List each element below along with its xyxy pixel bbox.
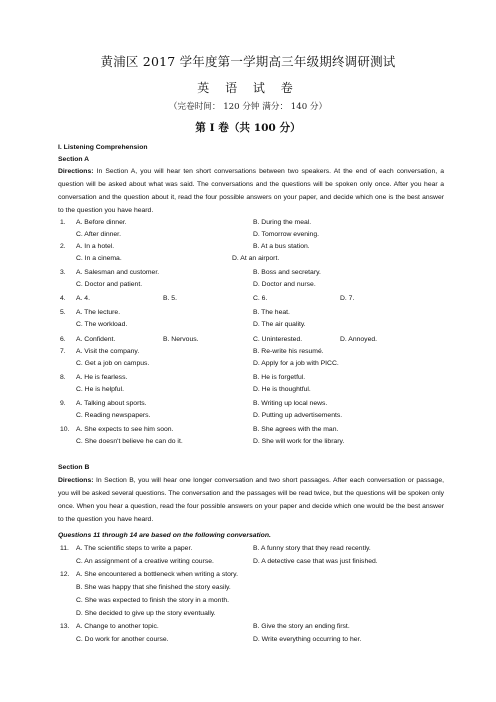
option-d: D. She will work for the library. xyxy=(253,438,345,445)
option-d: D. Annoyed. xyxy=(340,336,378,343)
question-row xyxy=(0,294,496,305)
option-a: A. Before dinner. xyxy=(76,219,127,226)
option-b: B. Give the story an ending first. xyxy=(253,623,350,630)
question-number: 9. xyxy=(60,400,66,407)
option-d: D. He is thoughtful. xyxy=(253,386,311,393)
question-row xyxy=(0,544,496,555)
option-c: C. An assignment of a creative writing course. xyxy=(76,558,214,565)
question-row xyxy=(0,399,496,410)
question-row xyxy=(0,254,496,265)
option-a: A. Visit the company. xyxy=(76,348,140,355)
question-row xyxy=(0,373,496,384)
question-row xyxy=(0,268,496,279)
option-c: C. He is helpful. xyxy=(76,386,124,393)
option-b: B. 5. xyxy=(163,295,177,302)
option-a: A. Confident. xyxy=(76,336,116,343)
option-b: B. Boss and secretary. xyxy=(253,269,321,276)
question-row xyxy=(0,347,496,358)
question-number: 10. xyxy=(60,426,70,433)
option-a: A. He is fearless. xyxy=(76,374,128,381)
question-number: 5. xyxy=(60,309,66,316)
section-a-heading: Section A xyxy=(58,156,90,163)
option-a: A. The scientific steps to write a paper. xyxy=(76,545,193,552)
question-row xyxy=(0,635,496,646)
section-listening-heading: I. Listening Comprehension xyxy=(58,144,148,151)
question-row xyxy=(0,280,496,291)
section-b-directions xyxy=(58,474,444,526)
question-row xyxy=(0,320,496,331)
section-b-note: Questions 11 through 14 are based on the following conversation. xyxy=(58,532,271,539)
directions-label: Directions: xyxy=(58,168,94,175)
question-row xyxy=(0,359,496,370)
directions-text: In Section B, you will hear one longer conversation and two short passages. After each conversation or passage, you will be asked several questions. The conversation and the passages will be read twice, but the questions will be spoken only once. When you hear a question, read the four possible answers on your paper and decide which one would be the best answer to the question you have heard. xyxy=(58,477,445,523)
option-d: D. Write everything occurring to her. xyxy=(253,636,362,643)
question-row xyxy=(0,411,496,422)
question-row xyxy=(0,218,496,229)
option-a: A. Talking about sports. xyxy=(76,400,147,407)
question-row xyxy=(0,570,496,581)
question-row xyxy=(0,230,496,241)
option-c: C. She doesn't believe he can do it. xyxy=(76,438,183,445)
option-c: C. The workload. xyxy=(76,321,128,328)
option-d: D. Putting up advertisements. xyxy=(253,412,343,419)
option-b: B. A funny story that they read recently. xyxy=(253,545,371,552)
question-number: 12. xyxy=(60,571,70,578)
section-b-heading: Section B xyxy=(58,464,90,471)
option-c: C. Doctor and patient. xyxy=(76,281,143,288)
option-d: D. Apply for a job with PICC. xyxy=(253,360,339,367)
question-number: 4. xyxy=(60,295,66,302)
question-row xyxy=(0,437,496,448)
question-number: 3. xyxy=(60,269,66,276)
option-b: B. Writing up local news. xyxy=(253,400,328,407)
option-c: C. 6. xyxy=(253,295,268,302)
question-number: 11. xyxy=(60,545,69,552)
option-c: C. Uninterested. xyxy=(253,336,303,343)
option-c: C. Reading newspapers. xyxy=(76,412,151,419)
question-row xyxy=(0,425,496,436)
question-number: 7. xyxy=(60,348,66,355)
option-b: B. He is forgetful. xyxy=(253,374,306,381)
option-b: B. Re-write his resumé. xyxy=(253,348,324,355)
option-b: B. Nervous. xyxy=(163,336,199,343)
option-d: D. She decided to give up the story eventually. xyxy=(76,610,216,617)
option-c: C. Do work for another course. xyxy=(76,636,169,643)
question-row xyxy=(0,385,496,396)
option-a: A. The lecture. xyxy=(76,309,121,316)
option-a: A. Salesman and customer. xyxy=(76,269,160,276)
part-heading: 第 I 卷（共 100 分） xyxy=(195,122,301,134)
question-number: 13. xyxy=(60,623,70,630)
option-c: C. She was expected to finish the story in a month. xyxy=(76,597,230,604)
question-number: 1. xyxy=(60,219,66,226)
question-row xyxy=(0,609,496,620)
section-a-directions xyxy=(58,165,444,217)
option-c: C. After dinner. xyxy=(76,231,121,238)
question-row xyxy=(0,242,496,253)
option-a: A. She encountered a bottleneck when writing a story. xyxy=(76,571,238,578)
option-d: D. Tomorrow evening. xyxy=(253,231,319,238)
option-d: D. Doctor and nurse. xyxy=(253,281,316,288)
question-row xyxy=(0,622,496,633)
option-c: C. In a cinema. xyxy=(76,255,122,262)
directions-text: In Section A, you will hear ten short conversations between two speakers. At the end of each conversation, a question will be asked about what was said. The conversations and the questions will be spoken only once. After you hear a conversation and the question about it, read the four possible answers on your paper, and decide which one is the best answer to the question you have heard. xyxy=(58,168,444,214)
option-d: D. At an airport. xyxy=(232,255,280,262)
option-d: D. The air quality. xyxy=(253,321,306,328)
question-row xyxy=(0,557,496,568)
option-d: D. 7. xyxy=(340,295,355,302)
option-a: A. Change to another topic. xyxy=(76,623,159,630)
option-c: C. Get a job on campus. xyxy=(76,360,150,367)
option-b: B. She agrees with the man. xyxy=(253,426,339,433)
question-number: 6. xyxy=(60,336,66,343)
option-a: A. 4. xyxy=(76,295,90,302)
option-b: B. During the meal. xyxy=(253,219,312,226)
directions-label: Directions: xyxy=(58,477,94,484)
question-number: 2. xyxy=(60,243,66,250)
option-b: B. She was happy that she finished the story easily. xyxy=(76,584,231,591)
question-row xyxy=(0,583,496,594)
exam-title: 黄浦区 2017 学年度第一学期高三年级期终调研测试 xyxy=(100,54,396,69)
question-row xyxy=(0,335,496,346)
question-row xyxy=(0,308,496,319)
question-row xyxy=(0,596,496,607)
exam-subtitle: 英 语 试 卷 xyxy=(197,81,299,95)
time-info: （完卷时间： 120 分钟 满分： 140 分） xyxy=(168,102,328,112)
option-d: D. A detective case that was just finished. xyxy=(253,558,378,565)
option-b: B. At a bus station. xyxy=(253,243,310,250)
option-a: A. She expects to see him soon. xyxy=(76,426,174,433)
option-a: A. In a hotel. xyxy=(76,243,115,250)
question-number: 8. xyxy=(60,374,66,381)
option-b: B. The heat. xyxy=(253,309,290,316)
